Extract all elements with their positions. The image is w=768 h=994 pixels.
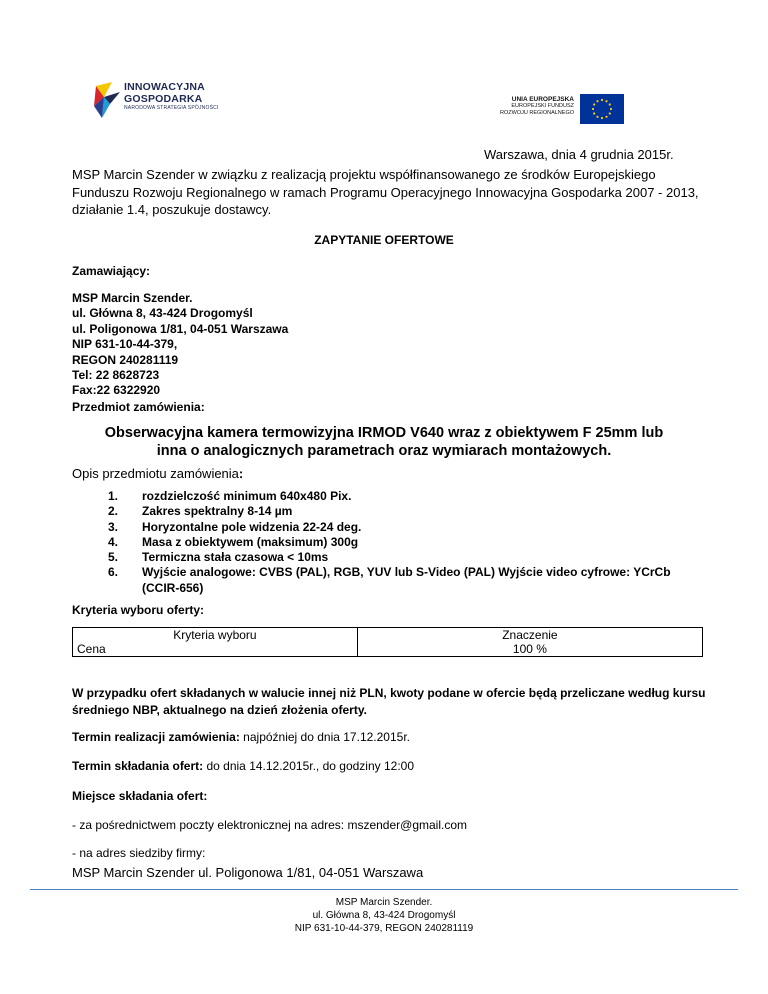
list-item-number: 3. [108,519,119,534]
order-subject-headline [0,424,768,460]
list-item-text: Wyjście analogowe: CVBS (PAL), RGB, YUV lub S-Video (PAL) Wyjście video cyfrowe: YCrCb (CCIR-656) [142,565,671,595]
eu-star-icon [601,117,603,119]
star-logo-icon [92,80,122,120]
list-item-text: rozdzielczość minimum 640x480 Pix. [142,489,352,503]
table-row [73,628,703,657]
spec-list [108,489,702,596]
completion-deadline [72,730,410,744]
eu-star-icon [605,100,607,102]
logo-text-line3: NARODOWA STRATEGIA SPÓJNOŚCI [124,105,219,111]
footer-line1: MSP Marcin Szender. [335,897,433,908]
company-address-line: MSP Marcin Szender ul. Poligonowa 1/81, 04-051 Warszawa [72,865,424,880]
address-line: ul. Poligonowa 1/81, 04-051 Warszawa [72,321,289,336]
eu-text-line2: EUROPEJSKI FUNDUSZ [511,103,574,110]
list-item [108,550,702,565]
page-footer [0,896,768,935]
intro-paragraph: MSP Marcin Szender w związku z realizacją projektu współfinansowanego ze środków Europejskiego Funduszu Rozwoju Regionalnego w ramach Programu Operacyjnego Innowacyjna Gospodarka 2007 - 2013, działanie 1.4, poszukuje dostawcy. [72,167,699,217]
completion-deadline-value: najpóźniej do dnia 17.12.2015r. [239,730,410,744]
submission-deadline-label: Termin składania ofert: [72,759,204,773]
currency-note: W przypadku ofert składanych w walucie innej niż PLN, kwoty podane w ofercie będą przeliczane według kursu średniego NBP, aktualnego na dzień złożenia oferty. [72,686,706,717]
document-date: Warszawa, dnia 4 grudnia 2015r. [484,147,674,162]
list-item-text: Zakres spektralny 8-14 µm [142,504,293,519]
list-item [108,489,702,504]
table-cell [357,628,702,657]
eu-text-line1: UNIA EUROPEJSKA [511,96,574,103]
eu-star-icon [596,116,598,118]
list-item-number: 6. [108,565,119,580]
submission-deadline-value: do dnia 14.12.2015r., do godziny 12:00 [203,759,414,773]
logo-text-line2: GOSPODARKA [124,92,203,105]
submission-address-line: - na adres siedziby firmy: [72,846,206,860]
submission-email-line: - za pośrednictwem poczty elektronicznej na adres: mszender@gmail.com [72,818,468,832]
eu-star-icon [605,116,607,118]
submission-place-label: Miejsce składania ofert: [72,789,208,803]
eu-flag-icon [580,94,624,124]
criteria-label: Kryteria wyboru oferty: [72,603,205,617]
list-item [108,504,702,519]
headline-line1: Obserwacyjna kamera termowizyjna IRMOD V640 wraz z obiektywem F 25mm lub [104,425,664,441]
list-item-text: Horyzontalne pole widzenia 22-24 deg. [142,519,362,534]
list-item [108,520,702,535]
list-item-number: 2. [108,504,119,519]
description-label-text: Opis przedmiotu zamówienia [72,466,239,481]
eu-star-icon [592,108,594,110]
eu-star-icon [609,112,611,114]
weight-column-header: Znaczenie [502,628,558,642]
ordering-party-label: Zamawiający: [72,264,151,278]
list-item-number: 5. [108,550,119,565]
submission-deadline [72,759,414,773]
headline-line2: inna o analogicznych parametrach oraz wymiarach montażowych. [156,443,612,459]
address-line: Tel: 22 8628723 [72,368,160,383]
eu-star-icon [609,103,611,105]
address-line: Fax:22 6322920 [72,383,161,398]
list-item-number: 4. [108,534,119,549]
eu-text-line3: ROZWOJU REGIONALNEGO [500,109,574,116]
address-line: MSP Marcin Szender. [72,291,193,305]
address-line: NIP 631-10-44-379, [72,337,178,352]
eu-star-icon [601,99,603,101]
criteria-column-header: Kryteria wyboru [173,628,257,642]
weight-value: 100 % [512,642,547,656]
footer-divider [30,889,738,890]
address-line: ul. Główna 8, 43-424 Drogomyśl [72,306,253,321]
criteria-table [72,627,703,657]
logo-text-line1: INNOWACYJNA [124,81,205,93]
criteria-value: Cena [77,642,106,656]
list-item-text: Termiczna stała czasowa < 10ms [142,550,329,565]
innowacyjna-gospodarka-logo [92,80,232,122]
document-title: ZAPYTANIE OFERTOWE [314,233,454,247]
address-line: REGON 240281119 [72,352,179,367]
completion-deadline-label: Termin realizacji zamówienia: [72,730,240,744]
list-item [108,565,702,596]
list-item [108,535,702,550]
footer-line2: ul. Główna 8, 43-424 Drogomyśl [312,910,456,921]
eu-star-icon [593,112,595,114]
description-label [72,466,243,481]
order-subject-label: Przedmiot zamówienia: [72,400,205,414]
footer-line3: NIP 631-10-44-379, REGON 240281119 [294,923,474,934]
eu-star-icon [593,103,595,105]
eu-star-icon [596,100,598,102]
eu-star-icon [610,108,612,110]
list-item-text: Masa z obiektywem (maksimum) 300g [142,534,359,549]
list-item-number: 1. [108,489,119,503]
eu-logo [470,94,630,126]
description-label-colon: : [238,466,244,481]
table-cell [73,628,358,657]
ordering-party-address [72,291,288,399]
